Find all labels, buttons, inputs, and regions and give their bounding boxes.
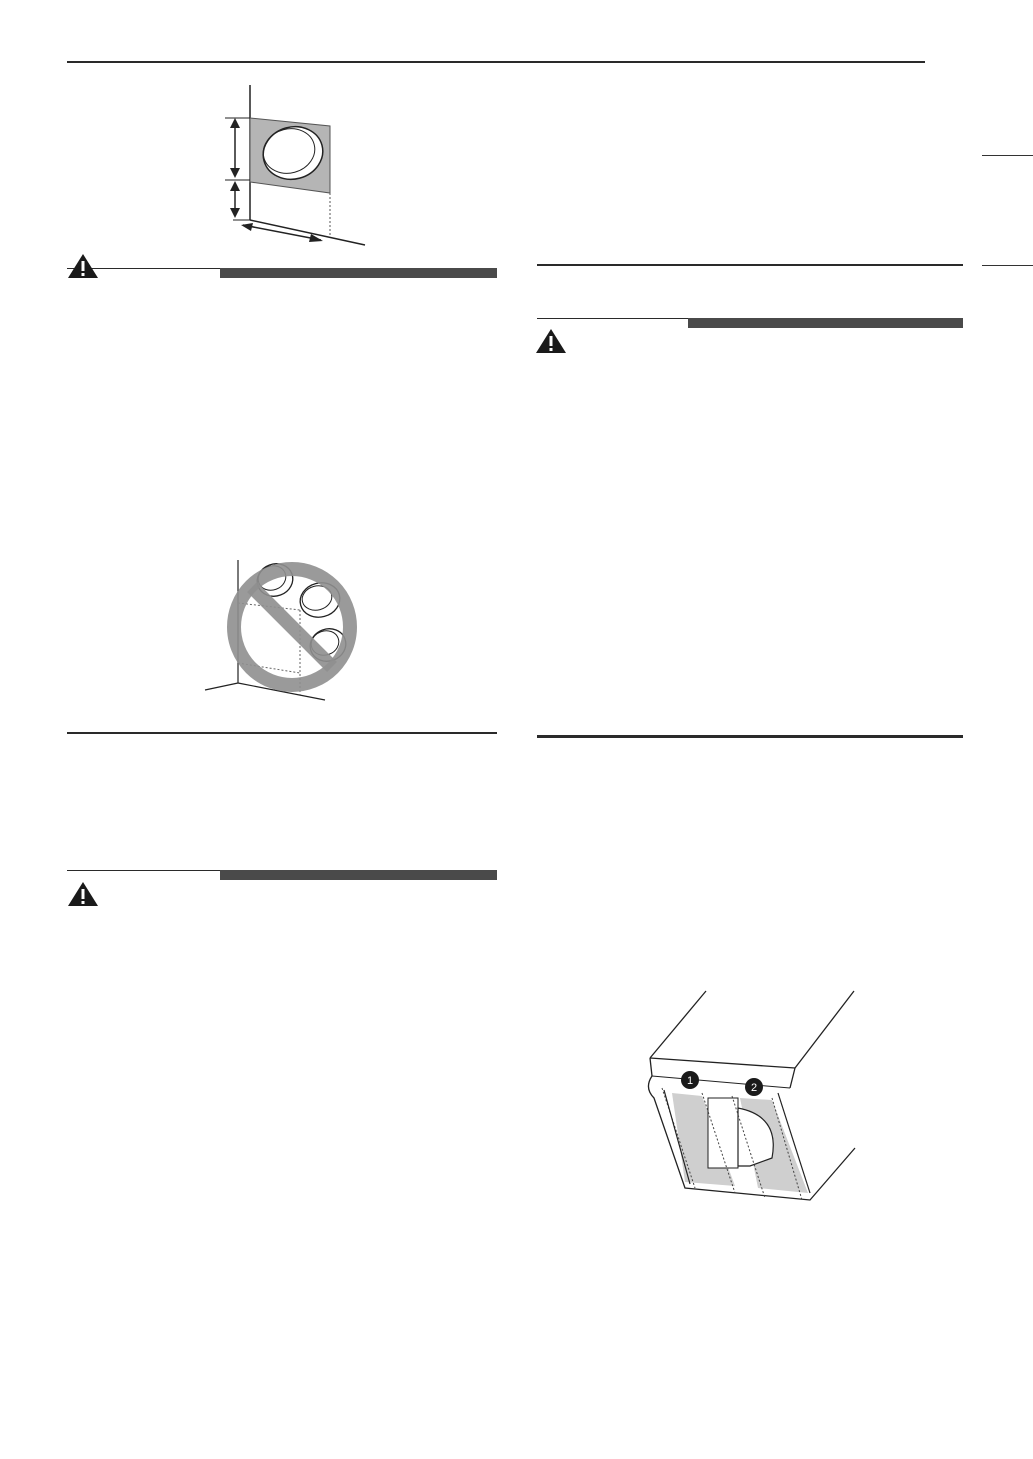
bracket-callout-figure: [640, 988, 862, 1206]
warning-1-bar: [220, 268, 497, 278]
left-section-rule: [67, 732, 497, 734]
warning-2-bar: [220, 870, 497, 880]
prohibited-multiple-holes-figure: [200, 555, 370, 705]
side-tab-line-bottom: [982, 265, 1033, 266]
right-section-rule: [537, 264, 963, 266]
warning-triangle-icon: [67, 880, 99, 908]
callout-2-label: 2: [750, 1082, 758, 1094]
warning-triangle-icon: [535, 327, 567, 355]
side-tab-line-top: [982, 155, 1033, 156]
right-warning-bar: [688, 318, 963, 328]
callout-1-label: 1: [686, 1075, 694, 1087]
right-lower-section-rule: [537, 735, 963, 738]
warning-triangle-icon: [67, 252, 99, 280]
wall-hole-dimension-figure: [215, 85, 375, 250]
header-rule: [67, 61, 925, 63]
